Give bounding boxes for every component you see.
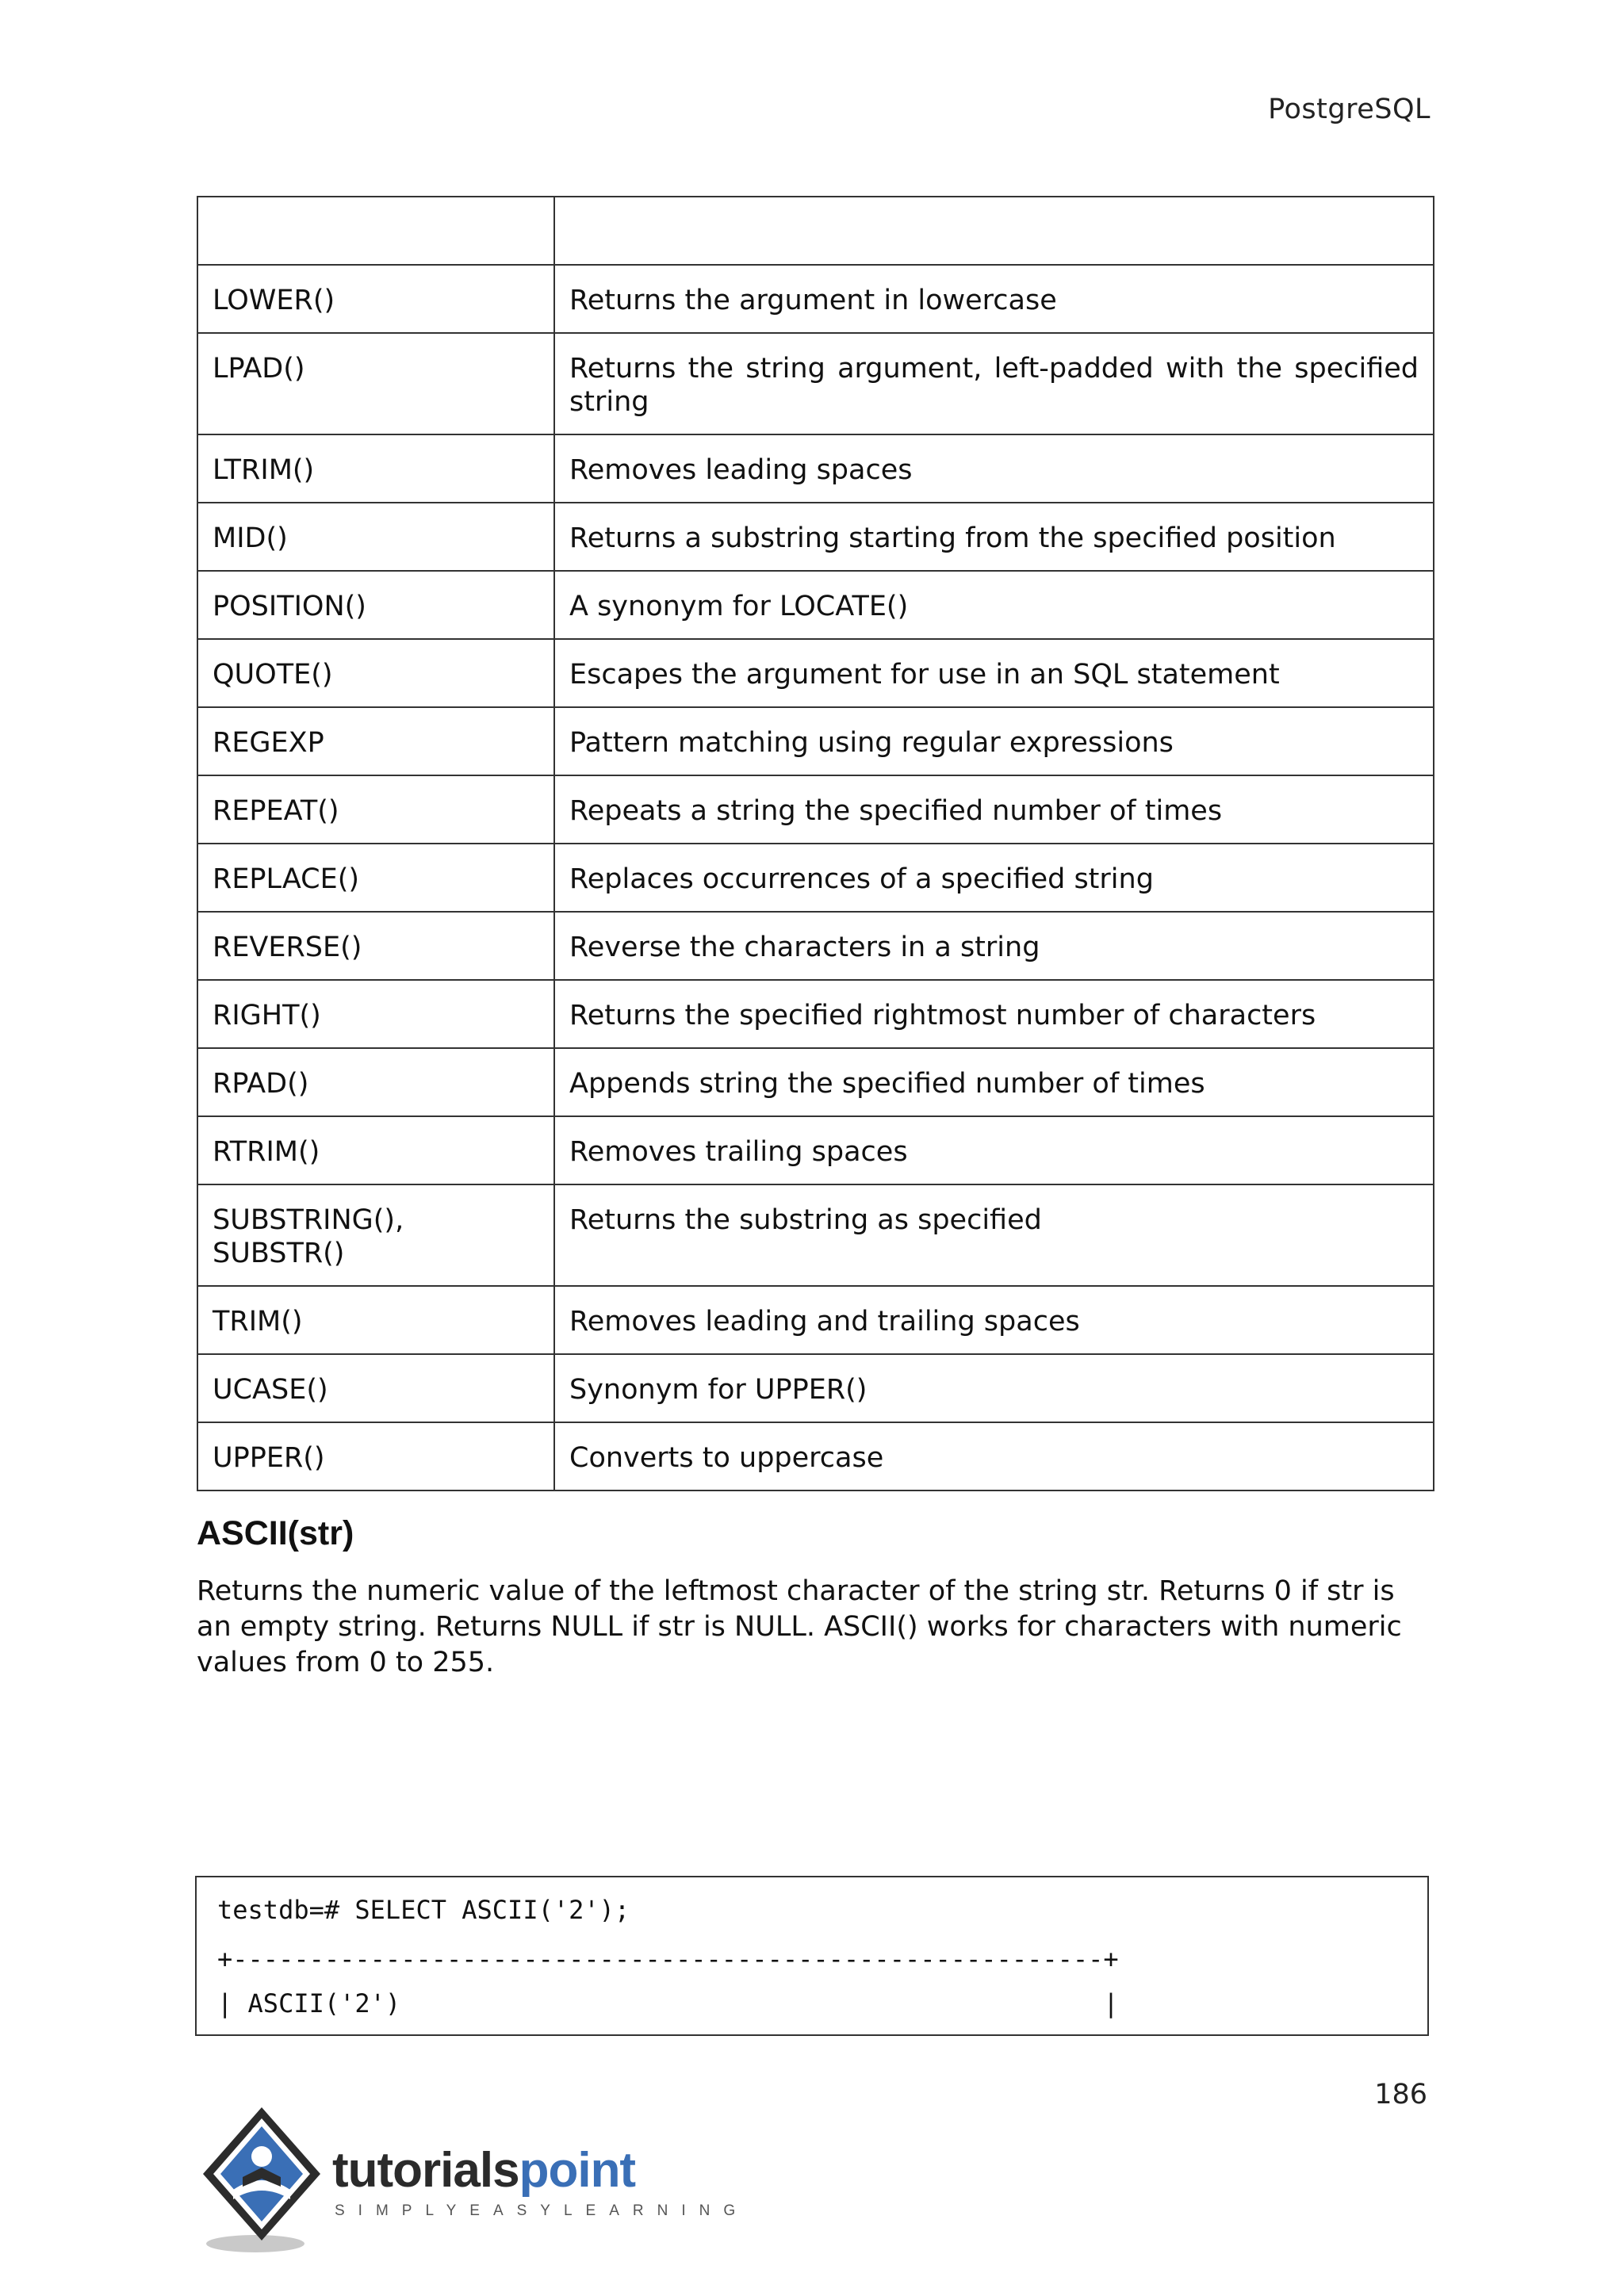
table-header-cell-name bbox=[197, 197, 554, 265]
function-description-cell: Returns the string argument, left-padded with the specified string bbox=[554, 333, 1434, 434]
table-row bbox=[197, 1422, 1434, 1490]
function-name-cell: RTRIM() bbox=[197, 1116, 554, 1184]
function-name-cell: RIGHT() bbox=[197, 980, 554, 1048]
function-description-cell: Escapes the argument for use in an SQL statement bbox=[554, 639, 1434, 707]
function-name-cell: UPPER() bbox=[197, 1422, 554, 1490]
logo-tagline: SIMPLYEASYLEARNING bbox=[335, 2202, 749, 2219]
table-row bbox=[197, 1116, 1434, 1184]
table-row bbox=[197, 503, 1434, 571]
function-name-cell: RPAD() bbox=[197, 1048, 554, 1116]
table-row bbox=[197, 775, 1434, 844]
function-description-cell: Replaces occurrences of a specified string bbox=[554, 844, 1434, 912]
function-description-cell: Reverse the characters in a string bbox=[554, 912, 1434, 980]
code-line-command: testdb=# SELECT ASCII('2'); bbox=[217, 1895, 630, 1925]
function-description-cell: Removes leading and trailing spaces bbox=[554, 1286, 1434, 1354]
table-row bbox=[197, 707, 1434, 775]
table-row bbox=[197, 912, 1434, 980]
function-name-cell: REGEXP bbox=[197, 707, 554, 775]
function-name-cell: REPLACE() bbox=[197, 844, 554, 912]
function-description-cell: Returns the argument in lowercase bbox=[554, 265, 1434, 333]
logo-wordmark bbox=[332, 2142, 635, 2198]
function-description-cell: Returns the specified rightmost number of characters bbox=[554, 980, 1434, 1048]
function-name-cell: TRIM() bbox=[197, 1286, 554, 1354]
tutorialspoint-logo bbox=[193, 2101, 749, 2260]
function-name-cell: UCASE() bbox=[197, 1354, 554, 1422]
table-row bbox=[197, 571, 1434, 639]
function-name-cell: POSITION() bbox=[197, 571, 554, 639]
table-row bbox=[197, 1354, 1434, 1422]
function-name-cell: QUOTE() bbox=[197, 639, 554, 707]
section-body-paragraph: Returns the numeric value of the leftmost character of the string str. Returns 0 if str is an empty string. Returns NULL if str is NULL. ASCII() works for characters with numeric values from 0 to 255. bbox=[197, 1575, 1402, 1678]
table-row bbox=[197, 434, 1434, 503]
string-functions-table bbox=[197, 196, 1434, 1491]
logo-emblem-icon bbox=[193, 2101, 336, 2260]
table-row bbox=[197, 265, 1434, 333]
function-name-cell: LOWER() bbox=[197, 265, 554, 333]
function-name-cell: MID() bbox=[197, 503, 554, 571]
table-row bbox=[197, 980, 1434, 1048]
function-description-cell: Synonym for UPPER() bbox=[554, 1354, 1434, 1422]
function-description-cell: Repeats a string the specified number of times bbox=[554, 775, 1434, 844]
function-name-cell: REVERSE() bbox=[197, 912, 554, 980]
table-header-cell-description bbox=[554, 197, 1434, 265]
code-block bbox=[195, 1876, 1429, 2036]
logo-word-point: point bbox=[519, 2143, 636, 2198]
function-description-cell: Pattern matching using regular expressions bbox=[554, 707, 1434, 775]
function-name-cell: LTRIM() bbox=[197, 434, 554, 503]
function-description-cell: Returns a substring starting from the specified position bbox=[554, 503, 1434, 571]
table-row bbox=[197, 1184, 1434, 1286]
code-line-header: | ASCII('2') | bbox=[217, 1988, 1119, 2019]
logo-word-tutorials: tutorials bbox=[332, 2143, 519, 2198]
page-number: 186 bbox=[1374, 2079, 1427, 2110]
function-description-cell: A synonym for LOCATE() bbox=[554, 571, 1434, 639]
function-description-cell: Returns the substring as specified bbox=[554, 1184, 1434, 1286]
function-description-cell: Appends string the specified number of times bbox=[554, 1048, 1434, 1116]
table-row bbox=[197, 333, 1434, 434]
function-name-cell: SUBSTRING(), SUBSTR() bbox=[197, 1184, 554, 1286]
function-description-cell: Removes leading spaces bbox=[554, 434, 1434, 503]
table-row bbox=[197, 1286, 1434, 1354]
function-name-cell: LPAD() bbox=[197, 333, 554, 434]
table-header-row bbox=[197, 197, 1434, 265]
table-row bbox=[197, 844, 1434, 912]
function-name-cell: REPEAT() bbox=[197, 775, 554, 844]
function-description-cell: Removes trailing spaces bbox=[554, 1116, 1434, 1184]
page-header-title: PostgreSQL bbox=[1268, 94, 1431, 125]
table-row bbox=[197, 1048, 1434, 1116]
function-description-cell: Converts to uppercase bbox=[554, 1422, 1434, 1490]
code-line-border: +---------------------------------------------------------+ bbox=[217, 1944, 1119, 1974]
section-heading: ASCII(str) bbox=[197, 1514, 354, 1552]
table-row bbox=[197, 639, 1434, 707]
